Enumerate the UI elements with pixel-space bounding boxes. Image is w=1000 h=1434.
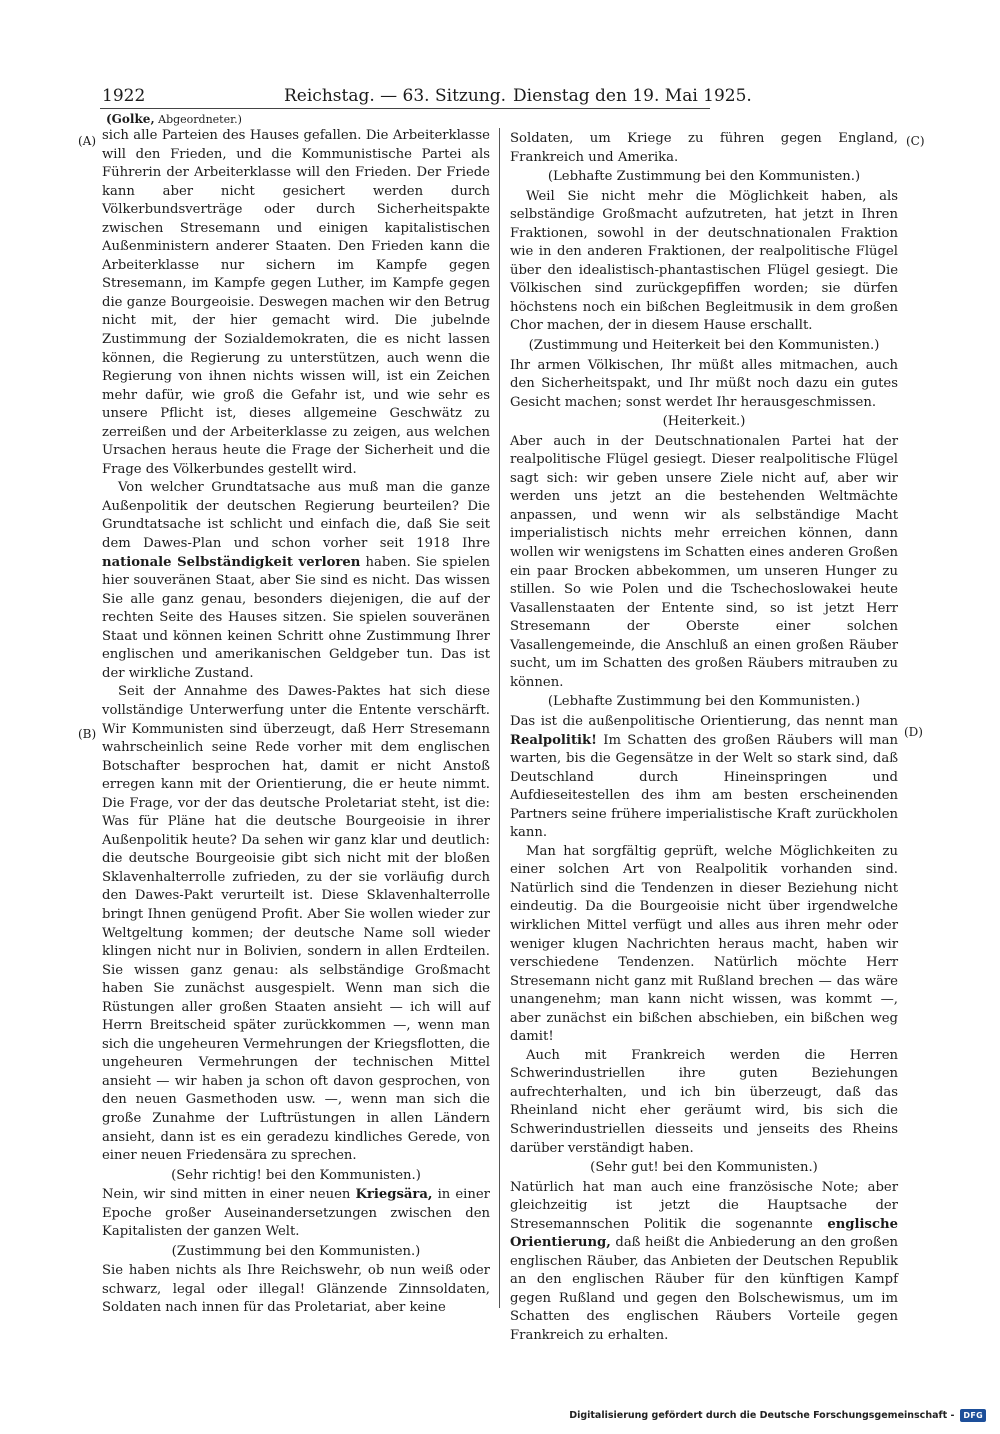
paragraph: Weil Sie nicht mehr die Möglichkeit haben, als selbständige Großmacht aufzutreten, hat jetzt in Ihren Fraktionen, sowohl in der deutschnationalen Fraktion wie in den anderen Fraktionen, der realpolitische Flügel über den idealistisch-phantastischen Flügel gesiegt. Die Völkischen sind zurückgepfiffen worden; sie dürfen höchstens noch ein bißchen Begleitmusik in dem großen Chor machen, der in diesem Hause erschallt. [510,188,898,334]
paragraph: Von welcher Grundtatsache aus muß man die ganze Außenpolitik der deutschen Regierung beurteilen? Die Grundtatsache ist schlicht und einfach die, daß Sie seit dem Dawes-Plan und schon vorher seit 1918 Ihre nationale Selbständigkeit verloren haben. Sie spielen hier souveränen Staat, aber Sie sind es nicht. Das wissen Sie alle ganz genau, besonders diejenigen, die auf der rechten Seite des Hauses sitzen. Sie spielen souveränen Staat und können keinen Schritt ohne Zustimmung Ihrer englischen und amerikanischen Geldgeber tun. Das ist der wirkliche Zustand. [102,480,490,681]
paragraph: Auch mit Frankreich werden die Herren Schwerindustriellen ihre guten Beziehungen aufrechterhalten, und ich bin überzeugt, daß das Rheinland nicht eher geräumt wird, bis sich die Schwerindustriellen diesseits und jenseits des Rheins darüber verständigt haben. [510,1047,898,1156]
paragraph: sich alle Parteien des Hauses gefallen. Die Arbeiterklasse will den Frieden, und die Kommunistische Partei als Führerin der Arbeiterklasse will den Frieden. Der Friede kann aber nicht gesichert werden durch Völkerbundsverträge oder durch Sicherheitspakte zwischen Stresemann und einigen kapitalistischen Außenministern anderer Staaten. Den Frieden kann die Arbeiterklasse nur sichern im Kampfe gegen Stresemann, im Kampfe gegen Luther, im Kampfe gegen die ganze Bourgeoisie. Deswegen machen wir den Betrug nicht mit, der hier gemacht wird. Die jubelnde Zustimmung der Sozialdemokraten, die es nicht lassen können, die Regierung zu unterstützen, auch wenn die Regierung von ihnen nichts wissen will, ist ein Zeichen mehr dafür, wie groß die Gefahr ist, und wie sehr es unsere Pflicht ist, dieses allgemeine Geschwätz zu zerreißen und der Arbeiterklasse zu zeigen, aus welchen Ursachen heraus heute die Frage der Sicherheit und die Frage des Völkerbundes gestellt wird. [102,128,490,477]
interjection: (Sehr richtig! bei den Kommunisten.) [171,1167,421,1183]
paragraph: Ihr armen Völkischen, Ihr müßt alles mitmachen, auch den Sicherheitspakt, und Ihr müßt noch dazu ein gutes Gesicht machen; sonst werdet Ihr herausgeschmissen. [510,357,898,410]
margin-mark-a: (A) [78,134,97,148]
interjection: (Zustimmung bei den Kommunisten.) [171,1243,421,1259]
margin-mark-b: (B) [78,727,97,741]
interjection: (Lebhafte Zustimmung bei den Kommunisten.) [547,694,861,710]
paragraph: Aber auch in der Deutschnationalen Partei hat der realpolitische Flügel gesiegt. Dieser realpolitische Flügel sagt sich: wir geben unsere Ziele nicht auf, aber wir werden uns jetzt an die bestehenden Weltmächte anpassen, und wenn wir als selbständige Macht imperialistisch nichts mehr erreichen können, dann wollen wir wenigstens im Schatten eines anderen Großen ein paar Brocken abbekommen, um unseren Hunger zu stillen. So wie Polen und die Tschechoslowakei heute Vasallenstaaten der Entente sind, so ist jetzt Herr Stresemann der Oberste einer solchen Vasallengemeinde, die Anschluß an einen großen Räuber sucht, um im Schatten des großen Räubers mitrauben zu können. [510,433,898,690]
speaker-role: Abgeordneter.) [158,113,242,126]
paragraph: Seit der Annahme des Dawes-Paktes hat sich diese vollständige Unterwerfung unter die Entente verschärft. Wir Kommunisten sind überzeugt, daß Herr Stresemann wahrscheinlich seine Rede vorher mit dem englischen Botschafter besprochen hat, damit er nicht Anstoß erregen kann mit der Orientierung, die er heute nimmt. Die Frage, vor der das deutsche Proletariat steht, ist die: Was für Pläne hat die deutsche Bourgeoisie in ihrer Außenpolitik heute? Da sehen wir ganz klar und deutlich: die deutsche Bourgeoisie gibt sich nicht mit der bloßen Sklavenhalterrolle zufrieden, zu der sie vorläufig durch den Dawes-Pakt verurteilt ist. Diese Sklavenhalterrolle bringt Ihnen genügend Profit. Aber Sie wollen wieder zur Weltgeltung kommen; der deutsche Name soll wieder klingen nicht nur in Bolivien, sondern in allen Erdteilen. Sie wissen ganz genau: als selbständige Großmacht haben Sie zunächst ausgespielt. Wenn man sich die Rüstungen aller großen Staaten ansieht — ich will auf Herrn Breitscheid später zurückkommen —, wenn man sich die ungeheuren Vermehrungen der Kriegsflotten, die ungeheuren Vermehrungen der technischen Mittel ansieht — wir haben ja schon oft davon gesprochen, von den neuen Gasmethoden usw. —, wenn man sich die große Zunahme der Luftrüstungen in allen Ländern ansieht, dann ist es ein geradezu kindliches Gerede, von einer neuen Friedensära zu sprechen. [102,684,490,1164]
speaker-label [106,112,242,126]
interjection: (Heiterkeit.) [662,414,746,430]
session-date: Dienstag den 19. Mai 1925. [513,86,752,106]
interjection: (Zustimmung und Heiterkeit bei den Kommunisten.) [528,338,880,354]
header-rule [100,108,710,109]
digitization-credit [569,1409,986,1422]
emphasis: englische Orientierung, [510,1216,898,1251]
right-column [510,130,898,1346]
column-divider [499,128,500,1308]
paragraph: Natürlich hat man auch eine französische Note; aber gleichzeitig ist jetzt die Hauptsache der Stresemannschen Politik die sogenannte englische Orientierung, daß heißt die Anbiederung an den großen englischen Räuber, das Anbieten der Deutschen Republik an den englischen Räuber für den künftigen Kampf gegen Rußland und gegen den Bolschewismus, um im Schatten des englischen Räubers Vorteile gegen Frankreich zu erhalten. [510,1179,898,1343]
credit-text: Digitalisierung gefördert durch die Deutsche Forschungsgemeinschaft - [569,1410,955,1421]
dfg-logo: DFG [960,1409,986,1422]
emphasis: nationale Selbständigkeit verloren [102,554,361,570]
session-title: Reichstag. — 63. Sitzung. [284,86,507,106]
page-number: 1922 [102,86,146,106]
paragraph: Soldaten, um Kriege zu führen gegen England, Frankreich und Amerika. [510,131,898,165]
left-column [102,127,490,1318]
emphasis: Realpolitik! [510,732,597,748]
paragraph: Das ist die außenpolitische Orientierung, das nennt man Realpolitik! Im Schatten des großen Räubers will man warten, bis die Gegensätze in der Welt so stark sind, daß Deutschland durch Hineinspringen und Aufdieseitestellen des ihm am besten erscheinenden Partners seine frühere imperialistische Kraft zurückholen kann. [510,713,898,841]
margin-mark-c: (C) [906,134,925,148]
paragraph: Nein, wir sind mitten in einer neuen Kriegsära, in einer Epoche großer Auseinandersetzungen zwischen den Kapitalisten der ganzen Welt. [102,1187,490,1240]
interjection: (Sehr gut! bei den Kommunisten.) [590,1160,818,1176]
speaker-name: (Golke, [106,112,155,126]
margin-mark-d: (D) [904,725,923,739]
paragraph: Sie haben nichts als Ihre Reichswehr, ob nun weiß oder schwarz, legal oder illegal! Glänzende Zinnsoldaten, Soldaten nach innen für das Proletariat, aber keine [102,1263,490,1316]
paragraph: Man hat sorgfältig geprüft, welche Möglichkeiten zu einer solchen Art von Realpolitik vorhanden sind. Natürlich sind die Tendenzen in dieser Beziehung nicht eindeutig. Da die Bourgeoisie nicht über irgendwelche wirklichen Mittel verfügt und alles aus ihren mehr oder weniger klugen Nachrichten heraus macht, haben wir verschiedene Tendenzen. Natürlich möchte Herr Stresemann nicht ganz mit Rußland brechen — das wäre unangenehm; man kann nicht wissen, was kommt —, aber zunächst ein bißchen abschieben, ein bißchen weg damit! [510,843,898,1045]
interjection: (Lebhafte Zustimmung bei den Kommunisten.) [547,169,861,185]
emphasis: Kriegsära, [355,1187,433,1203]
